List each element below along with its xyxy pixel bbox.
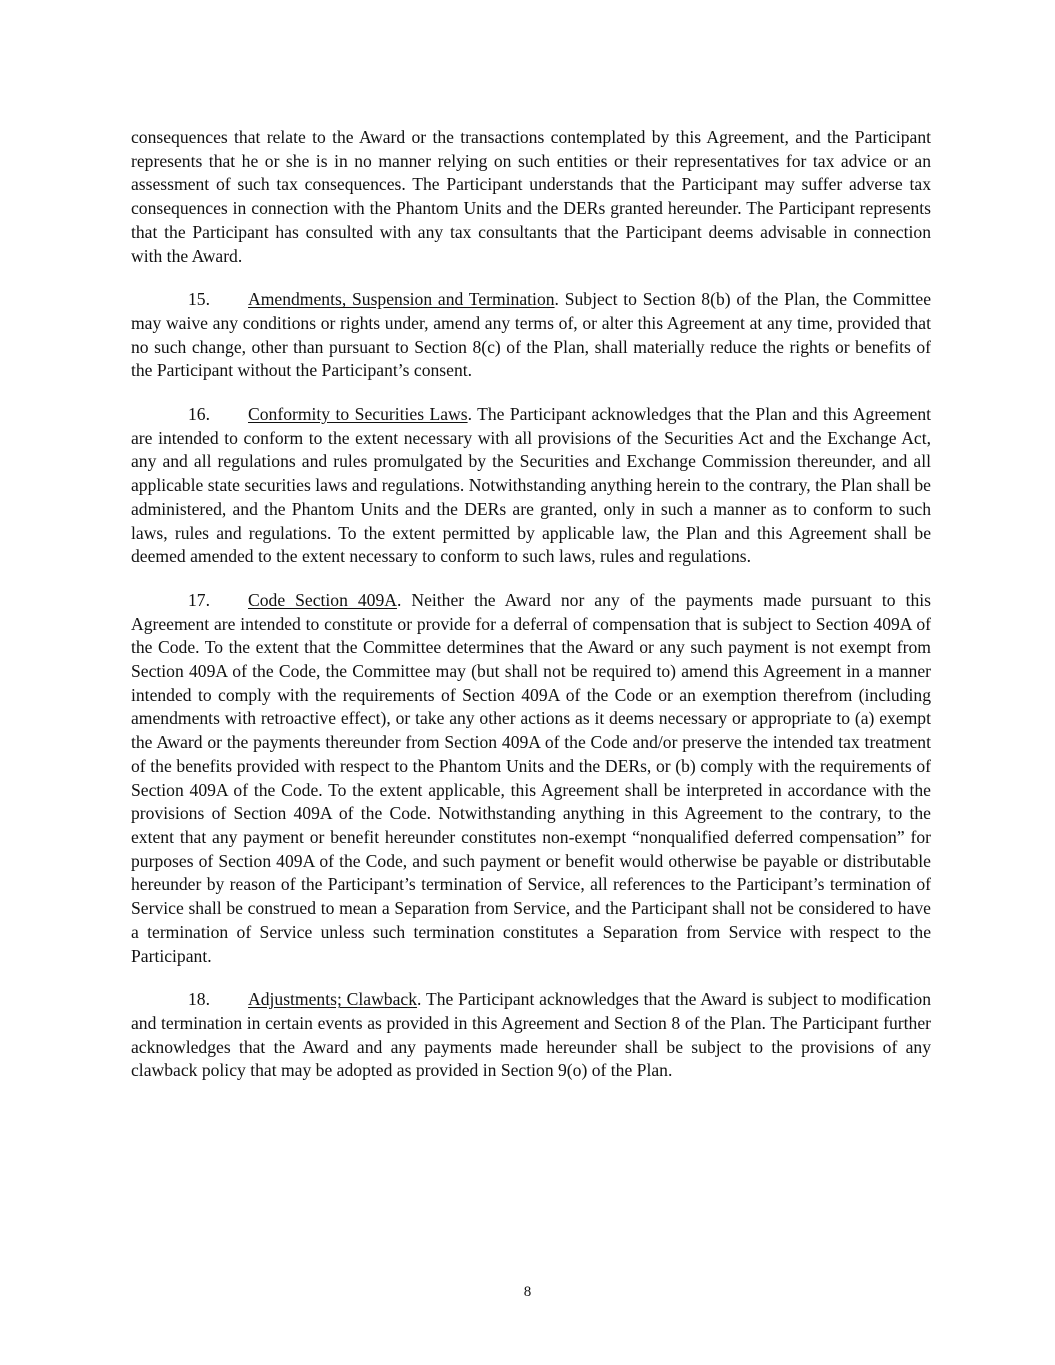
section-17 — [131, 589, 931, 968]
section-17-heading: Code Section 409A — [248, 589, 397, 610]
section-17-body: . Neither the Award nor any of the payments made pursuant to this Agreement are intended to constitute or provide for a deferral of compensation that is subject to Section 409A of the Code. To the extent that the Committee determines that the Award or any such payment is not exempt from Section 409A of the Code, the Committee may (but shall not be required to) amend this Agreement in a manner intended to comply with the requirements of Section 409A of the Code or an exemption therefrom (including amendments with retroactive effect), or take any other actions as it deems necessary or appropriate to (a) exempt the Award or the payments thereunder from Section 409A of the Code and/or preserve the intended tax treatment of the benefits provided with respect to the Phantom Units and the DERs, or (b) comply with the requirements of Section 409A of the Code. To the extent applicable, this Agreement shall be interpreted in accordance with the provisions of Section 409A of the Code. Notwithstanding anything in this Agreement to the contrary, to the extent that any payment or benefit hereunder constitutes non-exempt “nonqualified deferred compensation” for purposes of Section 409A of the Code, and such payment or benefit would otherwise be payable or distributable hereunder by reason of the Participant’s termination of Service, all references to the Participant’s termination of Service shall be construed to mean a Separation from Service, and the Participant shall not be considered to have a termination of Service unless such termination constitutes a Separation from Service with respect to the Participant. — [131, 589, 931, 966]
section-15-number: 15. — [188, 289, 210, 310]
page-number: 8 — [523, 1284, 532, 1300]
section-16-heading: Conformity to Securities Laws — [248, 404, 468, 425]
section-16 — [131, 403, 931, 569]
section-18-number: 18. — [188, 989, 210, 1010]
continuation-paragraph: consequences that relate to the Award or the transactions contemplated by this Agreement, and the Participant represents that he or she is in no manner relying on such entities or their representatives for tax advice or an assessment of such tax consequences. The Participant understands that the Participant may suffer adverse tax consequences in connection with the Phantom Units and the DERs granted hereunder. The Participant represents that the Participant has consulted with any tax consultants that the Participant deems advisable in connection with the Award. — [131, 127, 931, 266]
section-15-heading: Amendments, Suspension and Termination — [248, 289, 555, 310]
document-page — [131, 126, 931, 1103]
section-15-body: . Subject to Section 8(b) of the Plan, the Committee may waive any conditions or rights under, amend any terms of, or alter this Agreement at any time, provided that no such change, other than pursuant to Section 8(c) of the Plan, shall materially reduce the rights or benefits of the Participant without the Participant’s consent. — [131, 289, 931, 381]
section-16-body: . The Participant acknowledges that the Plan and this Agreement are intended to conform to the extent necessary with all provisions of the Securities Act and the Exchange Act, any and all regulations and rules promulgated by the Securities and Exchange Commission thereunder, and all applicable state securities laws and regulations. Notwithstanding anything herein to the contrary, the Plan shall be administered, and the Phantom Units and the DERs are granted, only in such a manner as to conform to such laws, rules and regulations. To the extent permitted by applicable law, the Plan and this Agreement shall be deemed amended to the extent necessary to conform to such laws, rules and regulations. — [131, 404, 932, 567]
section-15 — [131, 288, 931, 383]
section-16-number: 16. — [188, 404, 210, 425]
section-18 — [131, 988, 931, 1083]
section-18-body: . The Participant acknowledges that the Award is subject to modification and termination in certain events as provided in this Agreement and Section 8 of the Plan. The Participant further acknowledges that the Award and any payments made hereunder shall be subject to the provisions of any clawback policy that may be adopted as provided in Section 9(o) of the Plan. — [131, 989, 931, 1081]
section-18-heading: Adjustments; Clawback — [248, 989, 418, 1010]
section-17-number: 17. — [188, 589, 210, 610]
